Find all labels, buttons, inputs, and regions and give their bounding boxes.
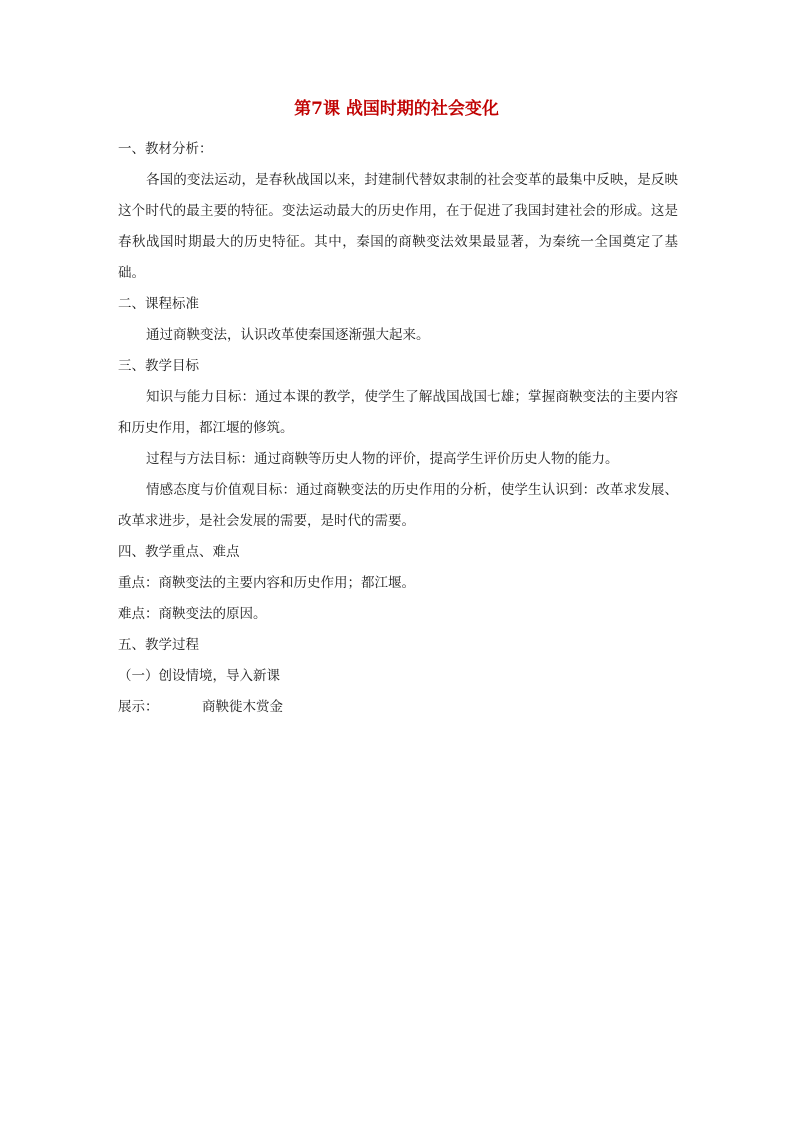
show-label: 展示： (118, 699, 159, 715)
section-heading-standard: 二、课程标准 (118, 296, 199, 312)
document-body (118, 134, 678, 723)
section-heading-analysis: 一、教材分析： (118, 141, 213, 157)
section-heading-process: 五、教学过程 (118, 637, 199, 653)
show-row (118, 692, 678, 723)
section-heading-key-points: 四、教学重点、难点 (118, 544, 240, 560)
analysis-paragraph: 各国的变法运动，是春秋战国以来，封建制代替奴隶制的社会变革的最集中反映，是反映这个时代的最主要的特征。变法运动最大的历史作用，在于促进了我国封建社会的形成。这是春秋战国时期最大的历史特征。其中，秦国的商鞅变法效果最显著，为秦统一全国奠定了基础。 (118, 172, 678, 281)
difficult-point: 难点：商鞅变法的原因。 (118, 606, 267, 622)
show-value: 商鞅徙木赏金 (202, 699, 283, 715)
key-point: 重点：商鞅变法的主要内容和历史作用；都江堰。 (118, 575, 415, 591)
objective-knowledge: 知识与能力目标：通过本课的教学，使学生了解战国战国七雄；掌握商鞅变法的主要内容和历史作用，都江堰的修筑。 (118, 389, 678, 436)
lesson-title: 第7课 战国时期的社会变化 (294, 99, 499, 119)
standard-paragraph: 通过商鞅变法，认识改革使秦国逐渐强大起来。 (146, 327, 430, 343)
objective-attitude: 情感态度与价值观目标：通过商鞅变法的历史作用的分析，使学生认识到：改革求发展、改革求进步，是社会发展的需要，是时代的需要。 (118, 482, 678, 529)
section-heading-objectives: 三、教学目标 (118, 358, 199, 374)
objective-process: 过程与方法目标：通过商鞅等历史人物的评价，提高学生评价历史人物的能力。 (146, 451, 619, 467)
process-step-1: （一）创设情境，导入新课 (118, 668, 280, 684)
